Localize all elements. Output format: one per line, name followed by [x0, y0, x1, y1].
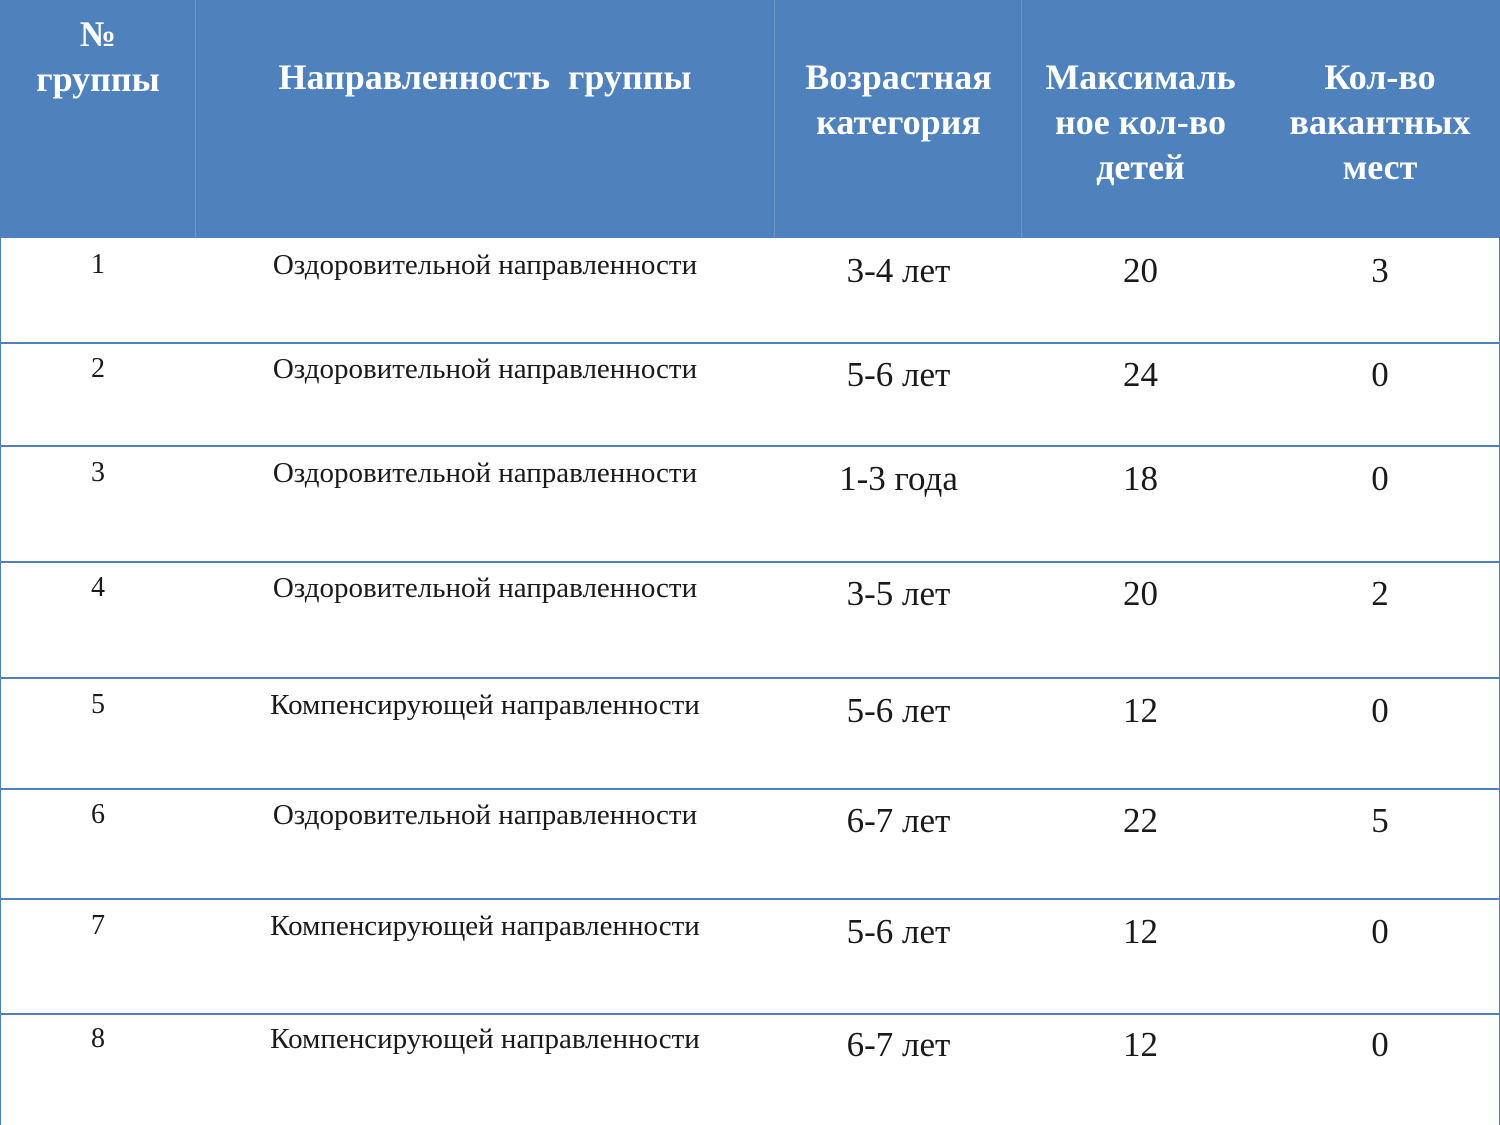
cell-group-number: 1	[91, 249, 105, 280]
cell-group-number: 4	[91, 572, 105, 603]
cell-max-children: 12	[1123, 691, 1158, 730]
cell-max-children: 20	[1123, 574, 1158, 613]
cell-vacant-places: 0	[1371, 691, 1389, 730]
table-row	[1, 563, 1500, 679]
cell-age-category: 5-6 лет	[846, 691, 951, 730]
cell-direction: Компенсирующей направленности	[270, 1023, 700, 1055]
cell-direction: Компенсирующей направленности	[270, 910, 700, 942]
cell-vacant-places: 0	[1371, 912, 1389, 951]
cell-group-number: 7	[91, 910, 105, 941]
cell-max-children: 12	[1123, 912, 1158, 951]
cell-max-children: 22	[1123, 801, 1158, 840]
cell-age-category: 5-6 лет	[846, 355, 951, 394]
cell-direction: Оздоровительной направленности	[272, 572, 698, 604]
cell-group-number: 5	[91, 689, 105, 720]
cell-max-children: 24	[1123, 355, 1158, 394]
table-row	[1, 344, 1500, 447]
cell-age-category: 3-5 лет	[846, 574, 951, 613]
cell-age-category: 6-7 лет	[846, 801, 951, 840]
cell-group-number: 2	[91, 353, 105, 384]
cell-max-children: 12	[1123, 1025, 1158, 1064]
cell-max-children: 18	[1123, 459, 1158, 498]
cell-direction: Оздоровительной направленности	[272, 457, 698, 489]
cell-age-category: 3-4 лет	[846, 251, 951, 290]
cell-vacant-places: 0	[1371, 1025, 1389, 1064]
table-row	[1, 679, 1500, 790]
cell-age-category: 1-3 года	[839, 459, 958, 498]
cell-vacant-places: 0	[1371, 459, 1389, 498]
cell-direction: Оздоровительной направленности	[272, 249, 698, 281]
table-row	[1, 447, 1500, 563]
table-header	[1, 0, 1500, 238]
header-max-children: Максималь ное кол-во детей	[1045, 57, 1236, 187]
cell-vacant-places: 0	[1371, 355, 1389, 394]
header-group-number: № группы	[36, 14, 160, 99]
cell-direction: Компенсирующей направленности	[270, 689, 700, 721]
cell-age-category: 5-6 лет	[846, 912, 951, 951]
cell-group-number: 6	[91, 799, 105, 830]
header-direction: Направленность группы	[278, 57, 692, 97]
cell-vacant-places: 3	[1371, 251, 1389, 290]
table-row	[1, 790, 1500, 900]
cell-direction: Оздоровительной направленности	[272, 799, 698, 831]
table-row	[1, 238, 1500, 344]
cell-direction: Оздоровительной направленности	[272, 353, 698, 385]
header-age-category: Возрастная категория	[805, 57, 992, 142]
table-row	[1, 900, 1500, 1015]
cell-vacant-places: 5	[1371, 801, 1389, 840]
cell-group-number: 3	[91, 457, 105, 488]
cell-vacant-places: 2	[1371, 574, 1389, 613]
header-vacant-places: Кол-во вакантных мест	[1289, 57, 1471, 187]
table-row	[1, 1015, 1500, 1125]
cell-group-number: 8	[91, 1023, 105, 1054]
cell-max-children: 20	[1123, 251, 1158, 290]
cell-age-category: 6-7 лет	[846, 1025, 951, 1064]
